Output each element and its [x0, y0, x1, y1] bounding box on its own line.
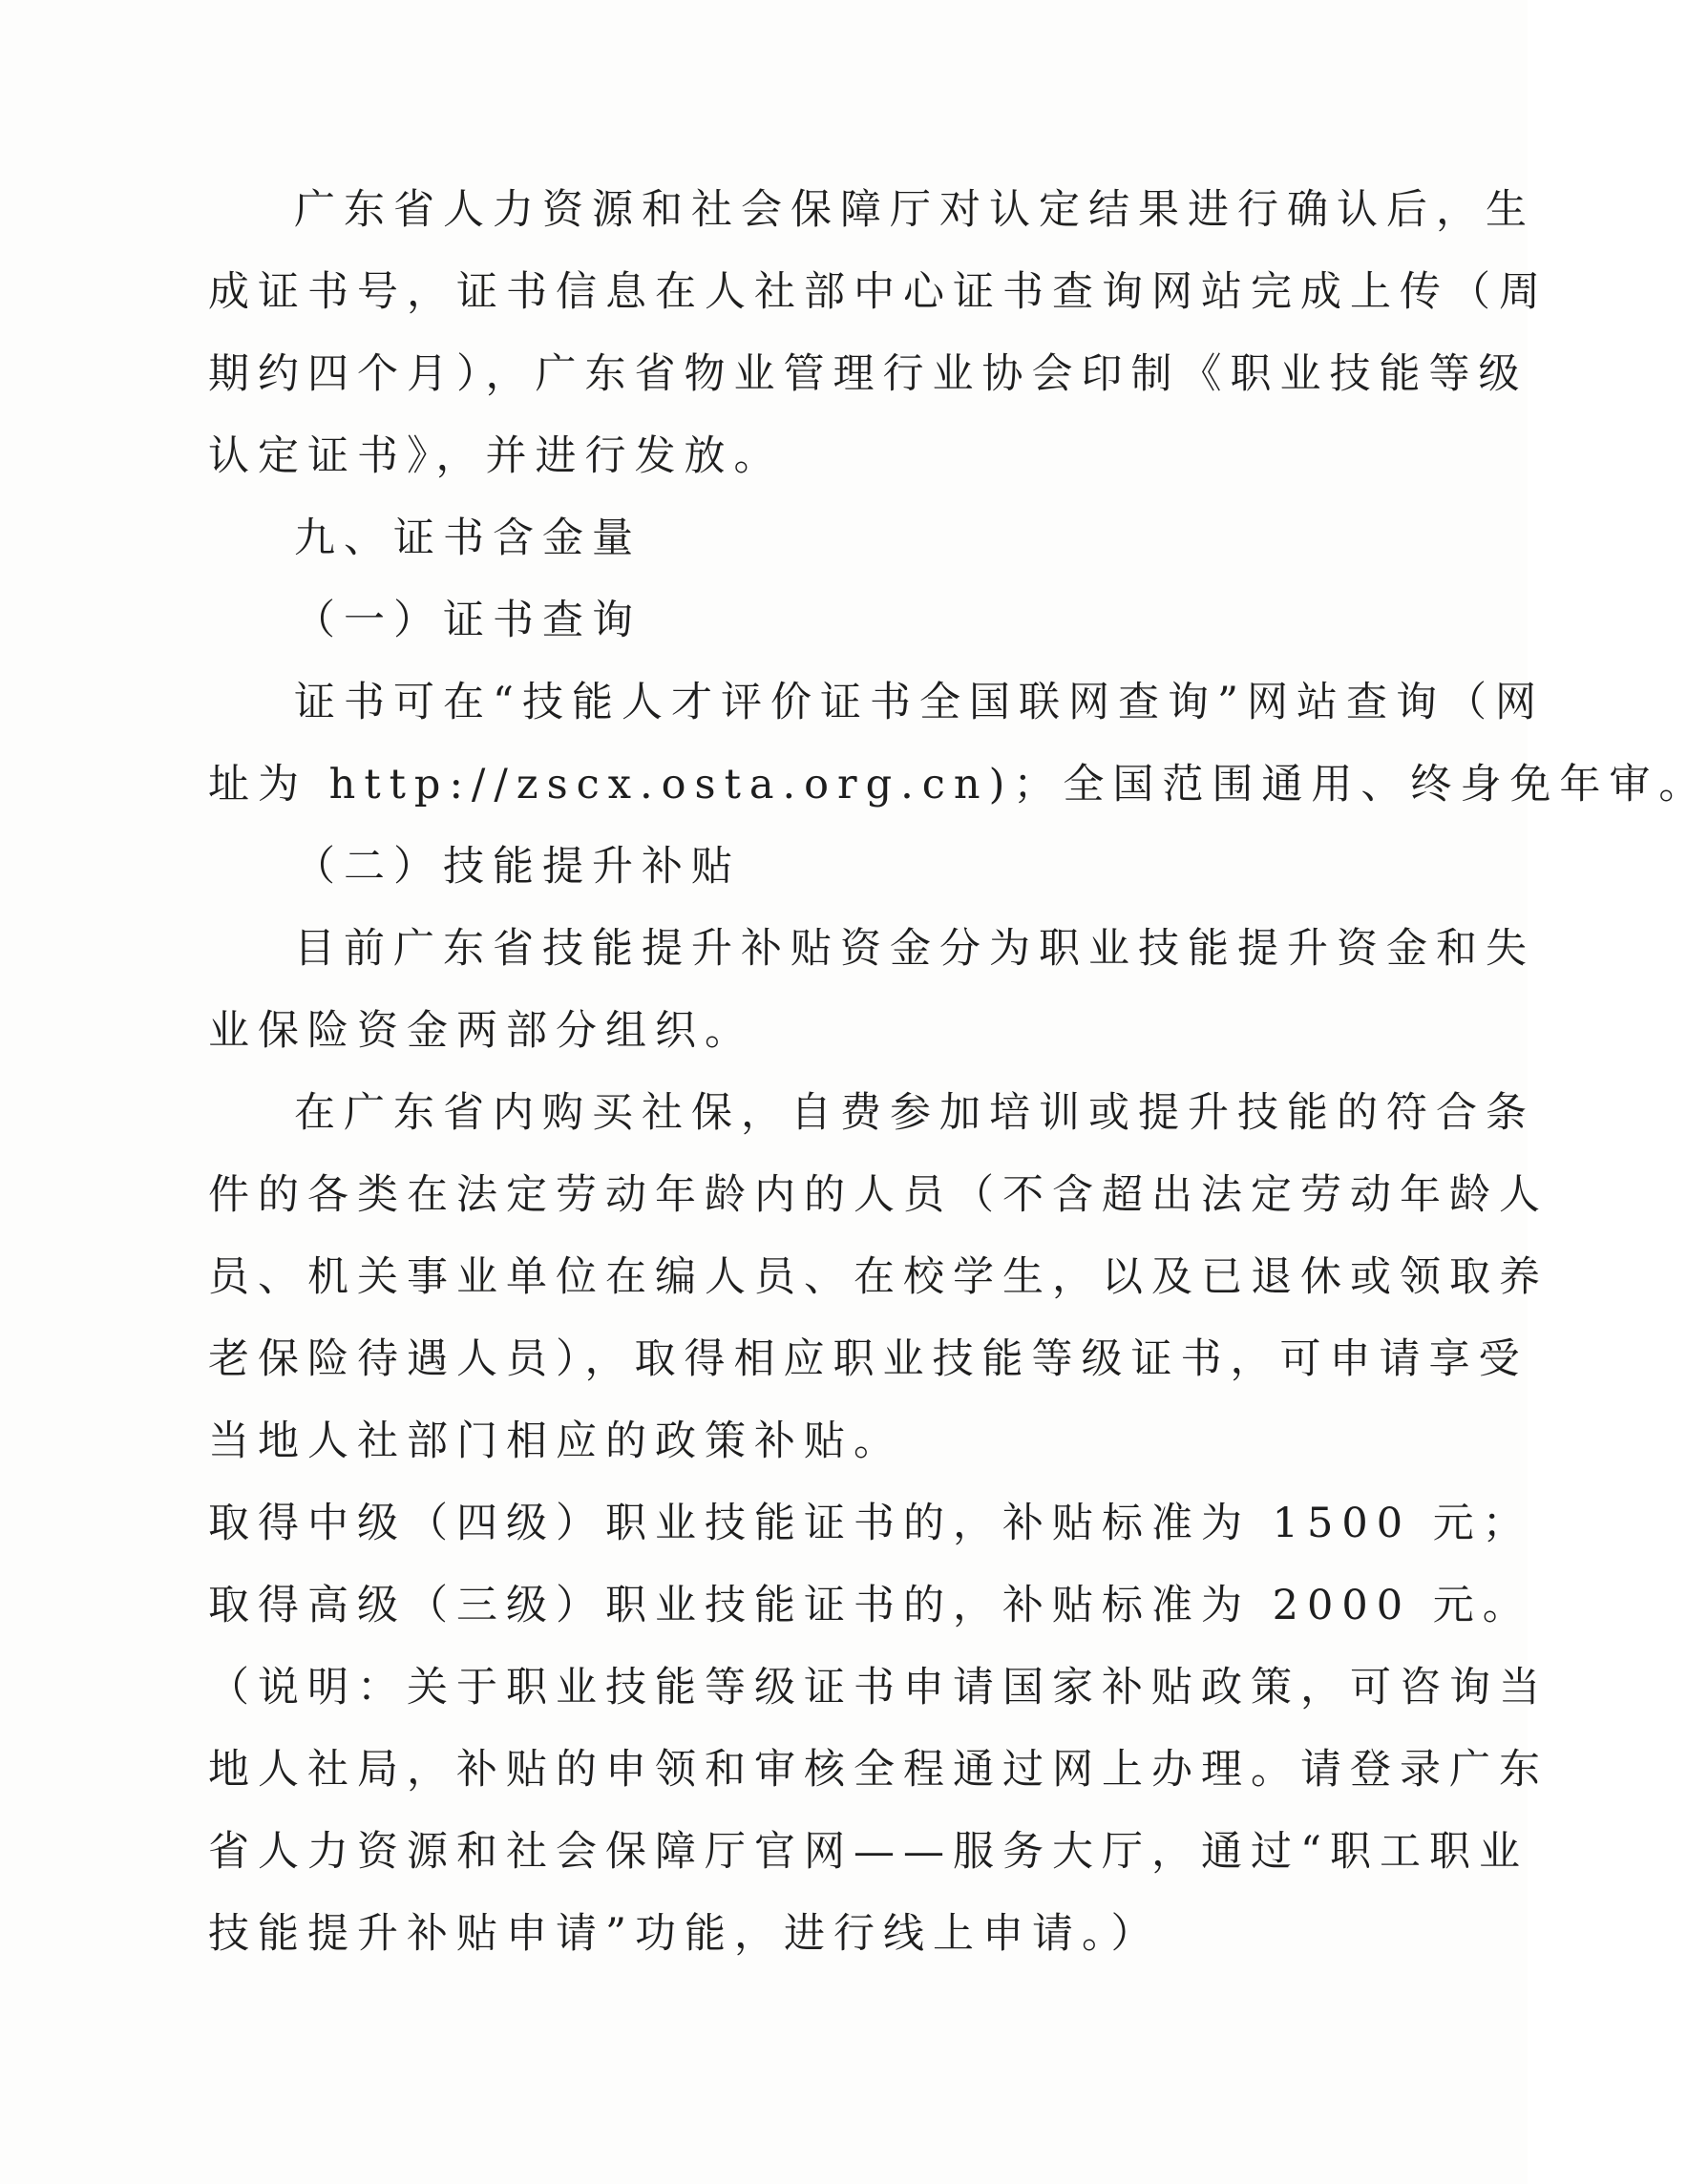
- text-line: 广东省人力资源和社会保障厅对认定结果进行确认后，生: [294, 186, 1535, 234]
- text-line: 期约四个月），广东省物业管理行业协会印制《职业技能等级: [208, 350, 1529, 398]
- text-line: 成证书号，证书信息在人社部中心证书查询网站完成上传（周: [208, 268, 1549, 316]
- section-heading: 九、证书含金量: [294, 514, 642, 562]
- text-line: 件的各类在法定劳动年龄内的人员（不含超出法定劳动年龄人: [208, 1171, 1549, 1219]
- text-line: 当地人社部门相应的政策补贴。: [208, 1418, 903, 1465]
- text-line: 目前广东省技能提升补贴资金分为职业技能提升资金和失: [294, 925, 1535, 973]
- text-line: 证书可在“技能人才评价证书全国联网查询”网站查询（网: [294, 679, 1545, 726]
- text-line: 地人社局，补贴的申领和审核全程通过网上办理。请登录广东: [208, 1746, 1549, 1794]
- text-line: 技能提升补贴申请”功能，进行线上申请。）: [208, 1910, 1161, 1958]
- subsection-heading: （一）证书查询: [294, 597, 642, 644]
- text-line: 在广东省内购买社保，自费参加培训或提升技能的符合条: [294, 1089, 1535, 1137]
- text-line: 认定证书》，并进行发放。: [208, 432, 784, 480]
- text-line: （说明：关于职业技能等级证书申请国家补贴政策，可咨询当: [208, 1664, 1549, 1712]
- text-line: 省人力资源和社会保障厅官网——服务大厅，通过“职工职业: [208, 1828, 1529, 1876]
- text-line: 业保险资金两部分组织。: [208, 1007, 754, 1055]
- text-line: 取得中级（四级）职业技能证书的，补贴标准为 1500 元；: [208, 1500, 1532, 1547]
- text-line: 取得高级（三级）职业技能证书的，补贴标准为 2000 元。: [208, 1582, 1532, 1629]
- text-line: 址为 http://zscx.osta.org.cn)；全国范围通用、终身免年审。: [208, 761, 1708, 808]
- subsection-heading: （二）技能提升补贴: [294, 843, 741, 891]
- text-line: 老保险待遇人员），取得相应职业技能等级证书，可申请享受: [208, 1335, 1529, 1383]
- text-line: 员、机关事业单位在编人员、在校学生，以及已退休或领取养: [208, 1253, 1549, 1301]
